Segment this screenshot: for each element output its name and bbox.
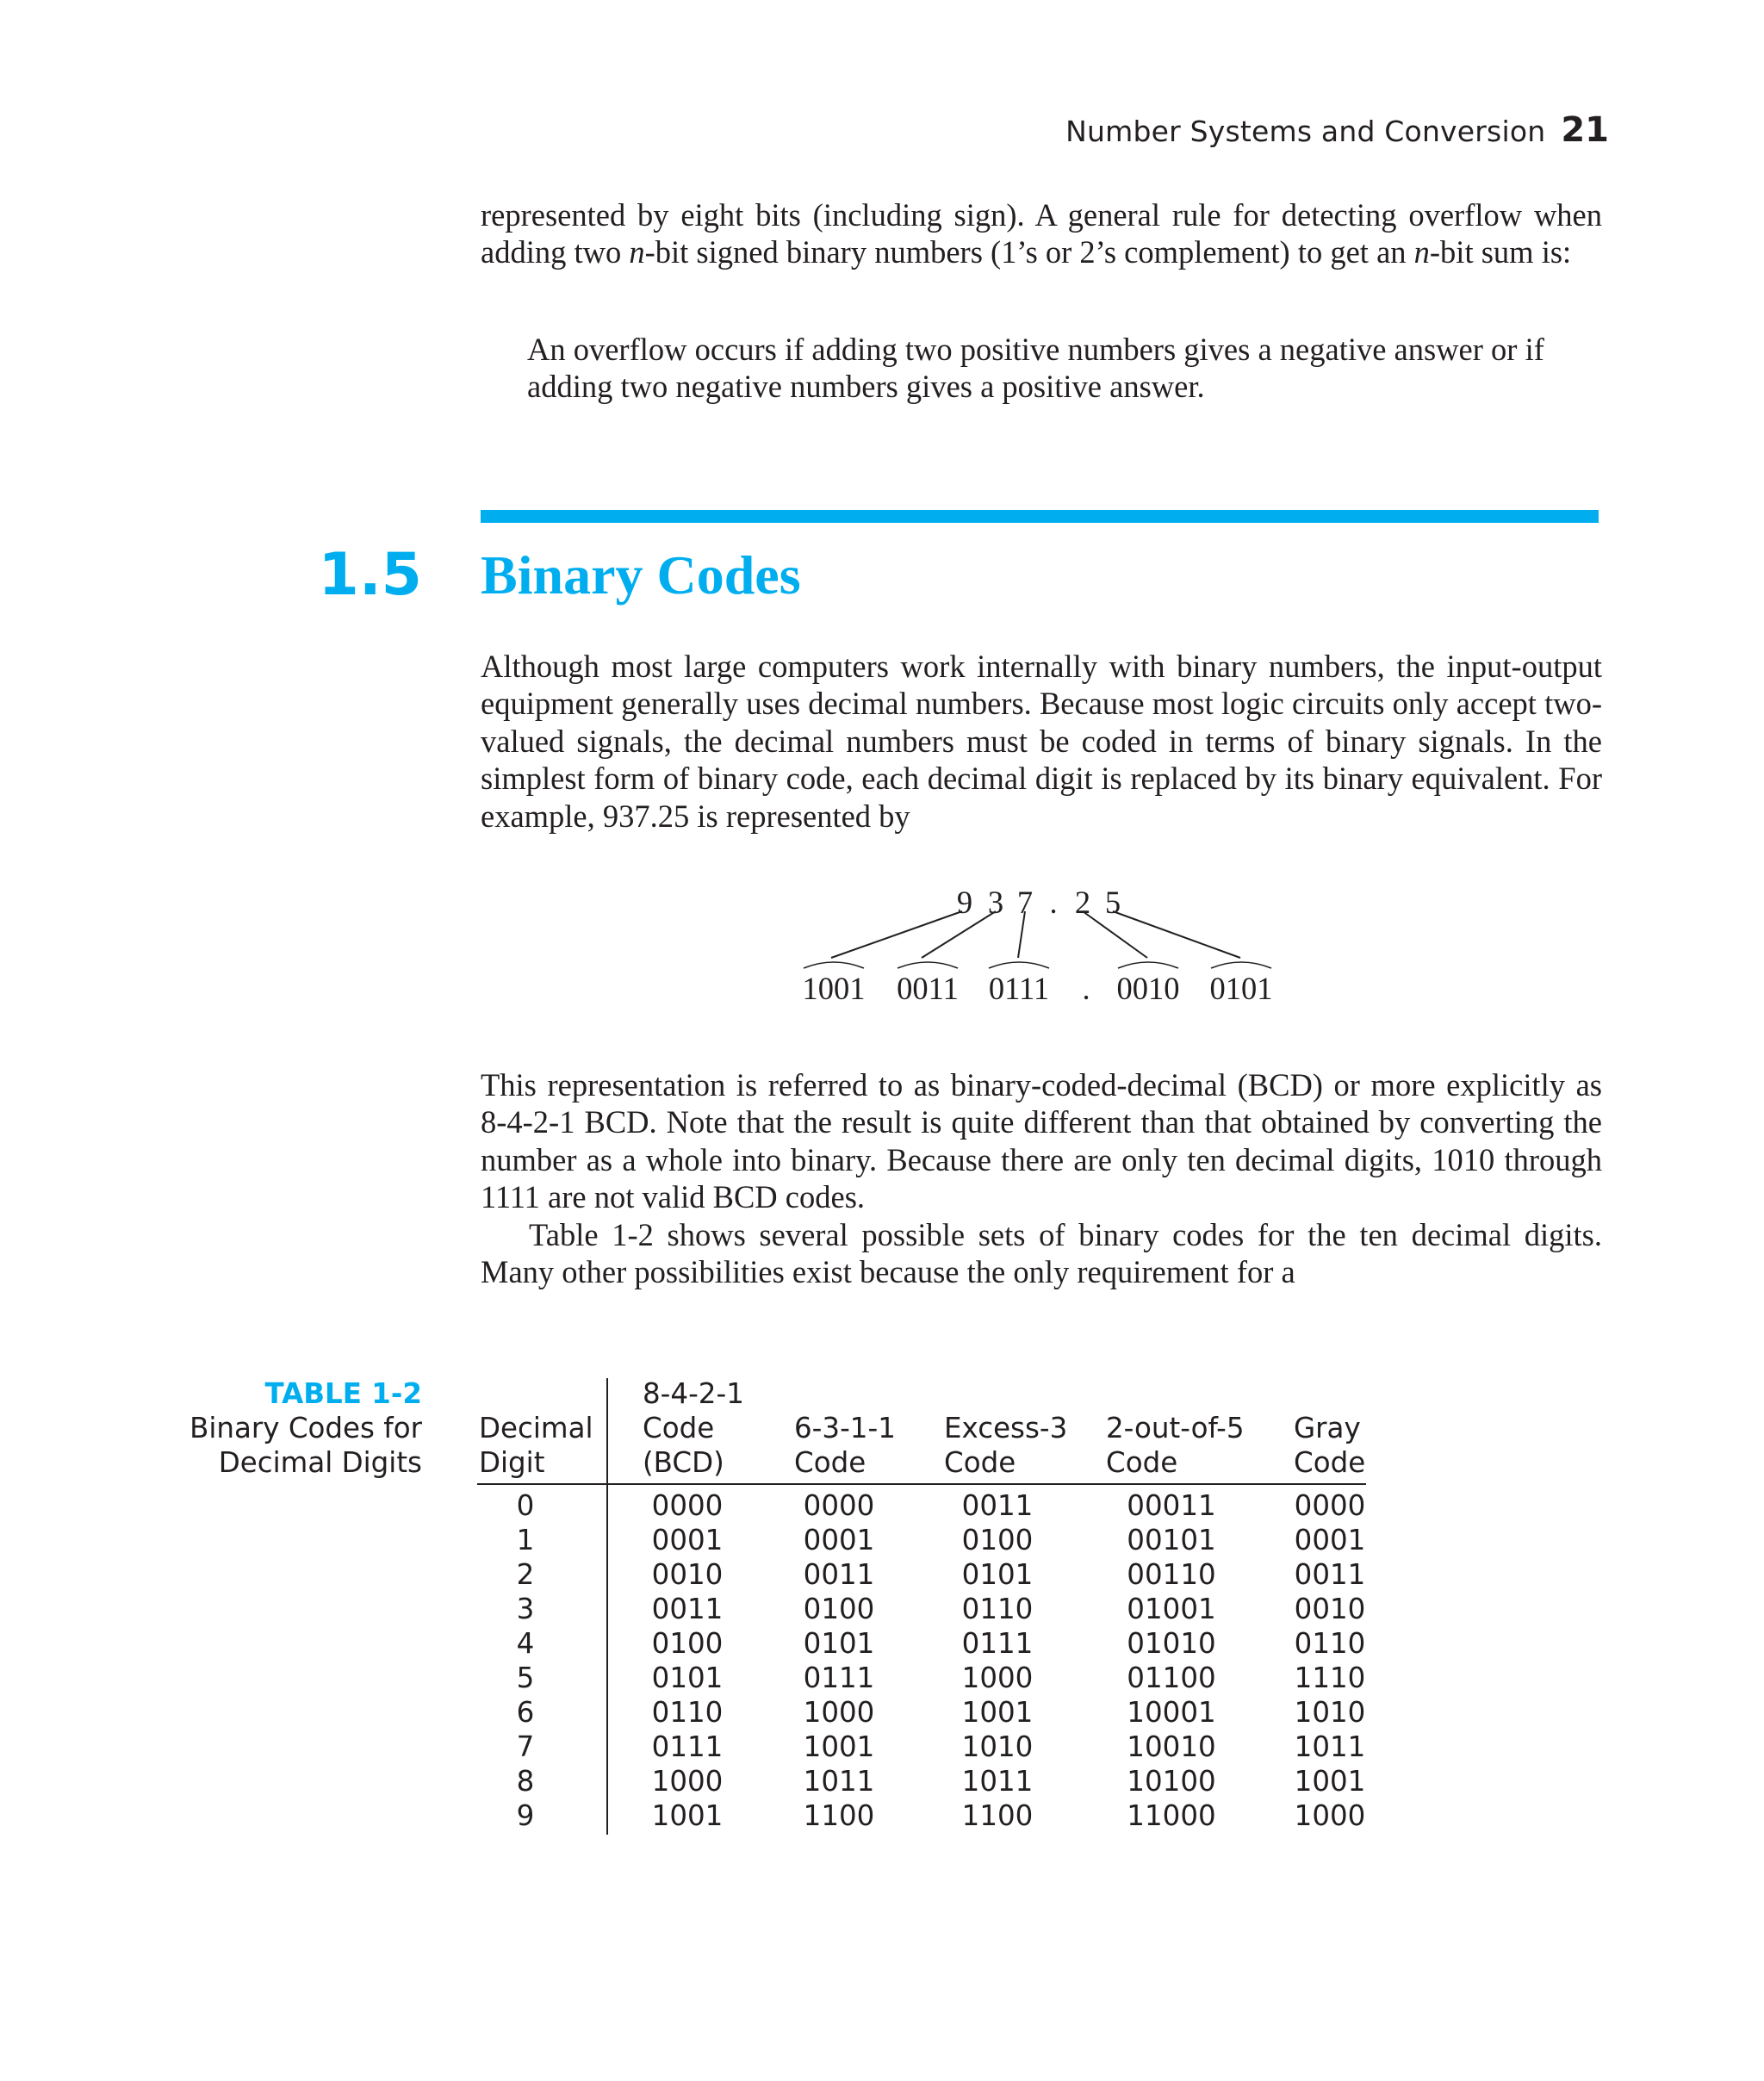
decimal-digit-9: 9: [956, 885, 973, 920]
header-excess-3-code: [944, 1376, 1067, 1480]
intro-line-2a: when adding two: [481, 197, 1603, 270]
table-row: [477, 1764, 1373, 1798]
code-cell: 0011: [961, 1489, 1034, 1522]
binary-codes-table: [477, 1376, 1373, 1846]
intro-line-3b: -bit sum is:: [1429, 234, 1572, 270]
decimal-digit-3: 3: [987, 885, 1004, 920]
decimal-digit-cell: 2: [516, 1558, 535, 1591]
code-cell: 00101: [1127, 1524, 1216, 1556]
code-cell: 1010: [1294, 1696, 1366, 1729]
code-cell: 0101: [803, 1627, 875, 1660]
bcd-example-diagram: [0, 879, 1764, 1034]
decimal-digit-5: 5: [1104, 885, 1121, 920]
bcd-code-3: 0011: [897, 971, 959, 1006]
table-row: [477, 1488, 1373, 1523]
decimal-digit-cell: 8: [516, 1765, 535, 1798]
table-row: [477, 1695, 1373, 1730]
decimal-digit-cell: 7: [516, 1730, 535, 1763]
code-cell: 10001: [1127, 1696, 1216, 1729]
header-text: Code: [944, 1446, 1016, 1479]
decimal-digit-cell: 4: [516, 1627, 535, 1660]
code-cell: 0000: [1294, 1489, 1366, 1522]
section-number: 1.5: [318, 541, 422, 609]
table-caption-line-2: Decimal Digits: [218, 1446, 422, 1479]
table-row: [477, 1661, 1373, 1695]
header-text: (BCD): [643, 1446, 724, 1479]
table-row: [477, 1730, 1373, 1764]
code-cell: 0011: [1294, 1558, 1366, 1591]
code-cell: 01100: [1127, 1662, 1216, 1694]
header-text: Code: [1294, 1446, 1366, 1479]
code-cell: 0110: [651, 1696, 724, 1729]
code-cell: 0100: [961, 1524, 1034, 1556]
table-caption: [189, 1376, 422, 1480]
section-rule: [481, 510, 1599, 523]
header-text: 8-4-2-1: [643, 1377, 744, 1410]
running-header: [1065, 110, 1609, 150]
decimal-digit-cell: 6: [516, 1696, 535, 1729]
bcd-code-7: 0111: [988, 971, 1050, 1006]
code-cell: 1001: [651, 1799, 724, 1832]
code-cell: 0001: [651, 1524, 724, 1556]
code-cell: 0110: [1294, 1627, 1366, 1660]
header-8421-bcd: [643, 1376, 744, 1480]
overflow-rule: An overflow occurs if adding two positive numbers gives a negative answer or if adding two negative numbers gives a positive answer.: [527, 332, 1544, 405]
decimal-point: .: [1049, 885, 1058, 920]
code-cell: 1010: [961, 1730, 1034, 1763]
code-cell: 0111: [961, 1627, 1034, 1660]
page-number: 21: [1561, 110, 1609, 150]
intro-paragraph: [481, 196, 1602, 271]
code-cell: 0011: [651, 1593, 724, 1625]
decimal-digit-7: 7: [1016, 885, 1034, 920]
code-cell: 11000: [1127, 1799, 1216, 1832]
bcd-code-2: 0010: [1116, 971, 1180, 1006]
intro-line-2b: -bit signed binary numbers (1’s or 2’s complement) to get an: [644, 234, 1407, 270]
bcd-intro-paragraph: Although most large computers work internally with binary numbers, the input-output equipment generally uses decimal numbers. Because most logic circuits only accept two-valued signals, the decimal numbers must be coded in terms of binary signals. In the simplest form of binary code, each decimal digit is replaced by its binary equivalent. For example, 937.25 is represented by: [481, 649, 1602, 834]
header-text: Gray: [1294, 1412, 1361, 1444]
header-decimal-digit: [479, 1376, 593, 1480]
table-intro-paragraph: Table 1-2 shows several possible sets of binary codes for the ten decimal digits. Many other possibilities exist because the only requirement for a: [481, 1217, 1602, 1290]
code-cell: 0101: [651, 1662, 724, 1694]
decimal-digit-cell: 1: [516, 1524, 535, 1556]
code-cell: 1100: [803, 1799, 875, 1832]
code-cell: 0010: [1294, 1593, 1366, 1625]
code-cell: 0011: [803, 1558, 875, 1591]
code-cell: 0100: [803, 1593, 875, 1625]
header-6311-code: [794, 1376, 896, 1480]
code-cell: 1001: [961, 1696, 1034, 1729]
code-cell: 0000: [651, 1489, 724, 1522]
decimal-digit-cell: 0: [516, 1489, 535, 1522]
code-cell: 00011: [1127, 1489, 1216, 1522]
table-row: [477, 1626, 1373, 1661]
code-cell: 1000: [651, 1765, 724, 1798]
bcd-explanation-paragraph: This representation is referred to as binary-coded-decimal (BCD) or more explicitly as 8-4-2-1 BCD. Note that the result is quite different than that obtained by converting the number as a whole into binary. Because there are only ten decimal digits, 1010 through 1111 are not valid BCD codes.: [481, 1067, 1602, 1215]
table-label: TABLE 1-2: [264, 1377, 422, 1410]
table-row: [477, 1523, 1373, 1557]
code-cell: 0000: [803, 1489, 875, 1522]
bcd-connector-lines: [831, 911, 1240, 958]
header-text: Code: [1106, 1446, 1178, 1479]
n-variable: n: [1413, 234, 1430, 270]
code-cell: 0111: [803, 1662, 875, 1694]
code-cell: 0101: [961, 1558, 1034, 1591]
code-cell: 0100: [651, 1627, 724, 1660]
header-text: 6-3-1-1: [794, 1412, 896, 1444]
code-cell: 10010: [1127, 1730, 1216, 1763]
decimal-digit-cell: 3: [516, 1593, 535, 1625]
decimal-digit-cell: 5: [516, 1662, 535, 1694]
code-cell: 0001: [803, 1524, 875, 1556]
code-cell: 00110: [1127, 1558, 1216, 1591]
bcd-code-5: 0101: [1209, 971, 1273, 1006]
header-text: Excess-3: [944, 1412, 1068, 1444]
code-cell: 1011: [961, 1765, 1034, 1798]
code-cell: 01010: [1127, 1627, 1216, 1660]
code-cell: 0010: [651, 1558, 724, 1591]
code-cell: 1000: [961, 1662, 1034, 1694]
section-title: Binary Codes: [481, 544, 801, 606]
code-cell: 1001: [1294, 1765, 1366, 1798]
code-cell: 1000: [1294, 1799, 1366, 1832]
header-text: Code: [794, 1446, 866, 1479]
intro-line-1: represented by eight bits (including sign). A general rule for detecting overflow: [481, 197, 1523, 233]
code-cell: 01001: [1127, 1593, 1216, 1625]
n-variable: n: [629, 234, 645, 270]
table-body: [477, 1488, 1373, 1833]
code-cell: 0110: [961, 1593, 1034, 1625]
table-caption-line-1: Binary Codes for: [189, 1412, 422, 1444]
running-header-title: Number Systems and Conversion: [1065, 115, 1546, 148]
table-row: [477, 1798, 1373, 1833]
decimal-digit-cell: 9: [516, 1799, 535, 1832]
table-header-rule: [477, 1483, 1366, 1485]
code-cell: 1110: [1294, 1662, 1366, 1694]
table-row: [477, 1592, 1373, 1626]
header-text: 2-out-of-5: [1106, 1412, 1245, 1444]
bcd-group-arcs: [804, 962, 1271, 968]
code-cell: 1001: [803, 1730, 875, 1763]
code-cell: 1011: [803, 1765, 875, 1798]
header-text: Digit: [479, 1446, 545, 1479]
bcd-point: .: [1082, 971, 1090, 1006]
code-cell: 1100: [961, 1799, 1034, 1832]
header-text: Code: [643, 1412, 715, 1444]
code-cell: 1000: [803, 1696, 875, 1729]
code-cell: 10100: [1127, 1765, 1216, 1798]
bcd-code-9: 1001: [802, 971, 866, 1006]
header-gray-code: [1294, 1376, 1365, 1480]
code-cell: 1011: [1294, 1730, 1366, 1763]
code-cell: 0001: [1294, 1524, 1366, 1556]
code-cell: 0111: [651, 1730, 724, 1763]
decimal-digit-2: 2: [1074, 885, 1091, 920]
header-text: Decimal: [479, 1412, 593, 1444]
table-row: [477, 1557, 1373, 1592]
header-2-out-of-5-code: [1106, 1376, 1245, 1480]
